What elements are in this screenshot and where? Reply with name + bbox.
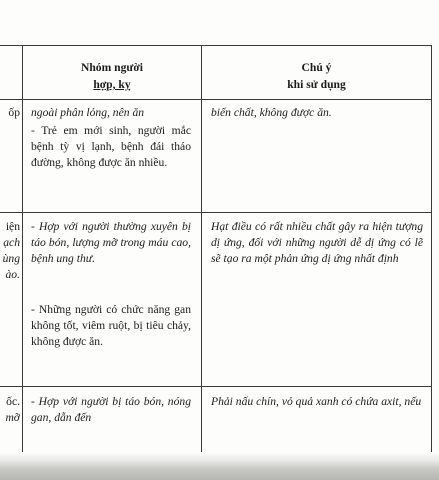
row3-group-text: - Hợp với người bị táo bón, nóng gan, dẫn đến bbox=[31, 395, 191, 425]
row1-note-text: biến chất, không được ăn. bbox=[211, 106, 332, 119]
header-group-cell bbox=[23, 59, 201, 93]
header-note-line1: Chú ý bbox=[301, 61, 332, 74]
row3-note-text: Phải nấu chín, vỏ quả xanh có chứa axit, nếu bbox=[211, 395, 422, 408]
row2-group-text-b: - Những người có chức năng gan không tốt, viêm ruột, bị tiêu chảy, không được ăn. bbox=[31, 303, 191, 349]
row1-bottom-border bbox=[0, 212, 432, 213]
row1-left-fragment: ốp bbox=[8, 106, 20, 119]
header-group-line1: Nhóm người bbox=[80, 61, 144, 74]
row1-group-text-a: ngoài phân lỏng, nên ăn bbox=[31, 106, 145, 119]
table-right-border bbox=[431, 45, 432, 452]
column-divider-middle bbox=[201, 45, 202, 452]
header-bottom-border bbox=[0, 99, 432, 100]
row1-group-text-b: - Trẻ em mới sinh, người mắc bệnh tỳ vị lạnh, bệnh đái tháo đường, không được ăn nhiều. bbox=[31, 124, 191, 170]
column-divider-left bbox=[22, 45, 23, 452]
row3-left-fragment-2: mỡ bbox=[5, 411, 20, 424]
row2-left-fragment-2: ạch bbox=[3, 236, 20, 249]
header-note-line2: khi sử dụng bbox=[287, 78, 346, 91]
row2-bottom-border bbox=[0, 386, 432, 387]
row3-left-fragment-1: ốc. bbox=[6, 395, 20, 408]
row2-note-text: Hạt điều có rất nhiều chất gây ra hiện tượng dị ứng, đối với những người dễ dị ứng có lẽ sẽ tạo ra một phản ứng dị ứng nhất định bbox=[211, 220, 423, 266]
header-group-line2: hợp, kỵ bbox=[93, 78, 131, 91]
header-note-cell bbox=[202, 59, 431, 93]
table-top-border bbox=[0, 45, 432, 46]
row2-left-fragment-3: ùng bbox=[2, 252, 20, 265]
row2-left-fragment-1: iện bbox=[5, 220, 20, 233]
row2-group-text-a: - Hợp với người thường xuyên bị táo bón, lượng mỡ trong máu cao, bệnh ung thư. bbox=[31, 220, 191, 266]
page-bottom-shadow bbox=[0, 452, 439, 480]
row2-left-fragment-4: ào. bbox=[5, 268, 20, 281]
